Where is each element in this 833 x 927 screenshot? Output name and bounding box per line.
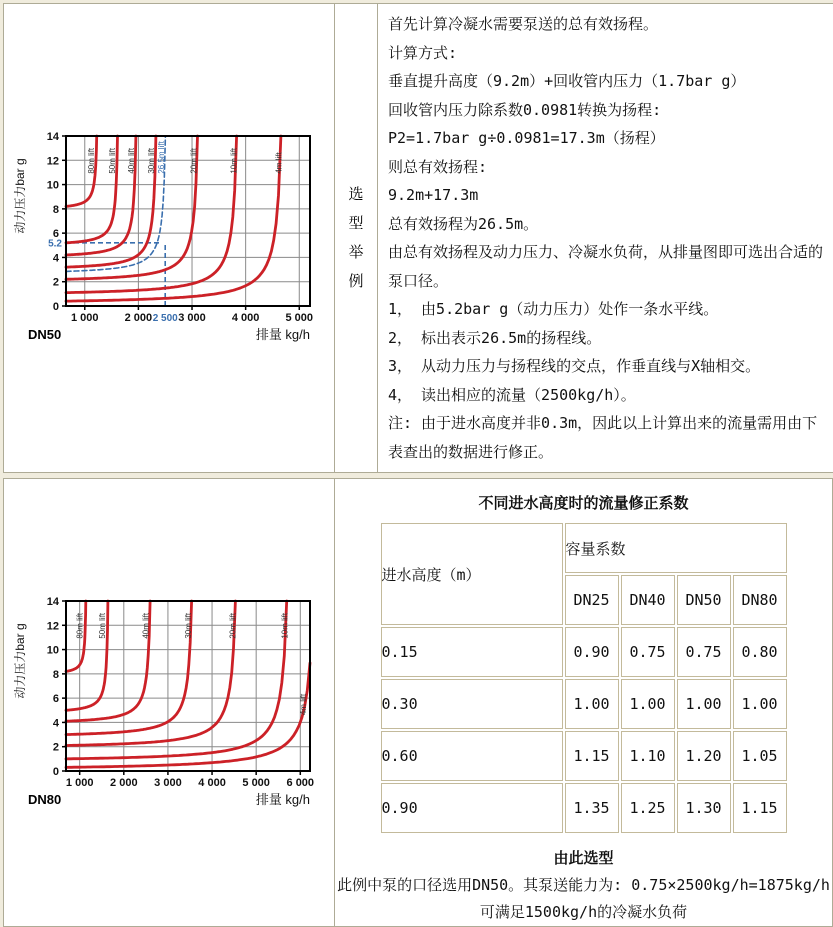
x-tick-label: 4 000 xyxy=(198,777,226,789)
x-tick-label: 6 000 xyxy=(287,777,315,789)
coefficient-value: 0.80 xyxy=(733,627,787,677)
curve-label: 50m lift xyxy=(98,612,107,639)
dn80-pump-chart xyxy=(8,591,330,815)
x-tick-label: 5 000 xyxy=(286,312,314,324)
procedure-line: 则总有效扬程: xyxy=(388,153,823,182)
table-row xyxy=(381,783,787,833)
y-tick-label: 12 xyxy=(47,620,59,632)
curve-label: 20m lift xyxy=(190,147,199,174)
x-tick-label: 2 000 xyxy=(125,312,153,324)
inlet-height-value: 0.30 xyxy=(381,679,563,729)
selection-example-vertical-label xyxy=(335,180,377,296)
procedure-line: 4， 读出相应的流量（2500kg/h）。 xyxy=(388,381,823,410)
coefficient-value: 0.75 xyxy=(677,627,731,677)
side-label-char: 举 xyxy=(335,238,377,267)
procedure-line: 回收管内压力除系数0.0981转换为扬程: xyxy=(388,96,823,125)
y-tick-label: 0 xyxy=(53,766,59,778)
x-tick-label: 3 000 xyxy=(178,312,206,324)
procedure-line: 3， 从动力压力与扬程线的交点，作垂直线与X轴相交。 xyxy=(388,352,823,381)
group-header-capacity-factor: 容量系数 xyxy=(565,523,787,573)
procedure-line: 首先计算冷凝水需要泵送的总有效扬程。 xyxy=(388,10,823,39)
table-row xyxy=(381,627,787,677)
curve-label: 80m lift xyxy=(76,612,85,639)
coefficient-value: 1.35 xyxy=(565,783,619,833)
chart-name: DN50 xyxy=(28,327,61,342)
procedure-line: 注: 由于进水高度并非0.3m，因此以上计算出来的流量需用由下表查出的数据进行修正。 xyxy=(388,409,823,466)
coefficient-value: 1.00 xyxy=(677,679,731,729)
y-tick-label: 0 xyxy=(53,301,59,313)
y-tick-label: 10 xyxy=(47,644,59,656)
coefficient-value: 1.15 xyxy=(733,783,787,833)
curve-label: 30m lift xyxy=(184,612,193,639)
coefficient-value: 1.00 xyxy=(621,679,675,729)
x-tick-label: 1 000 xyxy=(66,777,94,789)
procedure-line: 垂直提升高度（9.2m）+回收管内压力（1.7bar g） xyxy=(388,67,823,96)
procedure-line: 由总有效扬程及动力压力、冷凝水负荷，从排量图即可选出合适的泵口径。 xyxy=(388,238,823,295)
coefficient-value: 0.75 xyxy=(621,627,675,677)
procedure-line: 1， 由5.2bar g（动力压力）处作一条水平线。 xyxy=(388,295,823,324)
x-tick-label: 5 000 xyxy=(242,777,270,789)
coefficient-value: 1.00 xyxy=(565,679,619,729)
y-tick-label: 6 xyxy=(53,693,59,705)
side-label-char: 例 xyxy=(335,267,377,296)
procedure-line: 总有效扬程为26.5m。 xyxy=(388,210,823,239)
curve-label: 10m lift xyxy=(229,147,238,174)
flow-annotation-label: 2 500 xyxy=(153,313,178,324)
example-label-cell xyxy=(335,4,378,473)
selection-text xyxy=(335,872,832,926)
y-tick-label: 6 xyxy=(53,228,59,240)
y-tick-label: 2 xyxy=(53,741,59,753)
dn-column-header: DN25 xyxy=(565,575,619,625)
row-header-inlet-height: 进水高度（m） xyxy=(381,523,563,625)
table-row xyxy=(381,679,787,729)
pressure-annotation-label: 5.2 xyxy=(48,238,62,249)
procedure-line: 2， 标出表示26.5m的扬程线。 xyxy=(388,324,823,353)
table-row xyxy=(381,731,787,781)
x-tick-label: 1 000 xyxy=(71,312,99,324)
dn-column-header: DN80 xyxy=(733,575,787,625)
y-tick-label: 14 xyxy=(47,596,60,608)
x-axis-title: 排量 kg/h xyxy=(256,792,310,807)
y-axis-title: 动力压力bar g xyxy=(12,158,27,233)
curve-label: 10m lift xyxy=(280,612,289,639)
coefficient-value: 1.25 xyxy=(621,783,675,833)
curve-label: 20m lift xyxy=(228,612,237,639)
curve-label: 4m lift xyxy=(274,152,283,174)
top-section xyxy=(3,3,833,473)
curve-label: 80m lift xyxy=(87,147,96,174)
procedure-line: P2=1.7bar g÷0.0981=17.3m（扬程） xyxy=(388,124,823,153)
procedure-line: 计算方式: xyxy=(388,39,823,68)
coefficient-value: 0.90 xyxy=(565,627,619,677)
dn50-chart-cell xyxy=(4,4,335,473)
coefficient-value: 1.05 xyxy=(733,731,787,781)
axis-ticks xyxy=(62,136,299,310)
correction-table-title: 不同进水高度时的流量修正系数 xyxy=(335,492,832,513)
x-tick-label: 3 000 xyxy=(154,777,182,789)
curve-label: 30m lift xyxy=(147,147,156,174)
coefficient-value: 1.20 xyxy=(677,731,731,781)
inlet-height-value: 0.90 xyxy=(381,783,563,833)
curve-label: 4m lift xyxy=(299,693,308,715)
selection-heading: 由此选型 xyxy=(335,847,832,868)
bottom-section xyxy=(3,478,833,927)
coefficient-value: 1.15 xyxy=(565,731,619,781)
y-tick-label: 8 xyxy=(53,204,59,216)
y-tick-label: 2 xyxy=(53,277,59,289)
procedure-line: 9.2m+17.3m xyxy=(388,181,823,210)
procedure-cell xyxy=(378,4,833,473)
side-label-char: 选 xyxy=(335,180,377,209)
y-tick-label: 4 xyxy=(53,717,60,729)
correction-table-cell xyxy=(335,479,833,927)
correction-table xyxy=(379,521,789,835)
y-tick-label: 12 xyxy=(47,155,59,167)
y-axis-title: 动力压力bar g xyxy=(12,623,27,698)
y-tick-label: 4 xyxy=(53,252,60,264)
y-tick-label: 8 xyxy=(53,668,59,680)
inlet-height-value: 0.60 xyxy=(381,731,563,781)
y-tick-label: 10 xyxy=(47,180,59,192)
x-tick-label: 4 000 xyxy=(232,312,260,324)
x-tick-label: 2 000 xyxy=(110,777,138,789)
curve-label: 26.5m lift xyxy=(157,140,166,173)
x-axis-title: 排量 kg/h xyxy=(256,327,310,342)
coefficient-value: 1.30 xyxy=(677,783,731,833)
selection-line: 可满足1500kg/h的冷凝水负荷 xyxy=(335,899,832,926)
dn80-chart-cell xyxy=(4,479,335,927)
dn-column-header: DN40 xyxy=(621,575,675,625)
procedure-text xyxy=(378,4,833,472)
y-tick-label: 14 xyxy=(47,131,60,143)
coefficient-value: 1.10 xyxy=(621,731,675,781)
inlet-height-value: 0.15 xyxy=(381,627,563,677)
curve-label: 40m lift xyxy=(141,612,150,639)
selection-line: 此例中泵的口径选用DN50。其泵送能力为: 0.75×2500kg/h=1875kg/h xyxy=(335,872,832,899)
side-label-char: 型 xyxy=(335,209,377,238)
dn50-pump-chart xyxy=(8,126,330,350)
coefficient-value: 1.00 xyxy=(733,679,787,729)
curve-label: 40m lift xyxy=(127,147,136,174)
dn-column-header: DN50 xyxy=(677,575,731,625)
chart-name: DN80 xyxy=(28,792,61,807)
curve-label: 50m lift xyxy=(108,147,117,174)
